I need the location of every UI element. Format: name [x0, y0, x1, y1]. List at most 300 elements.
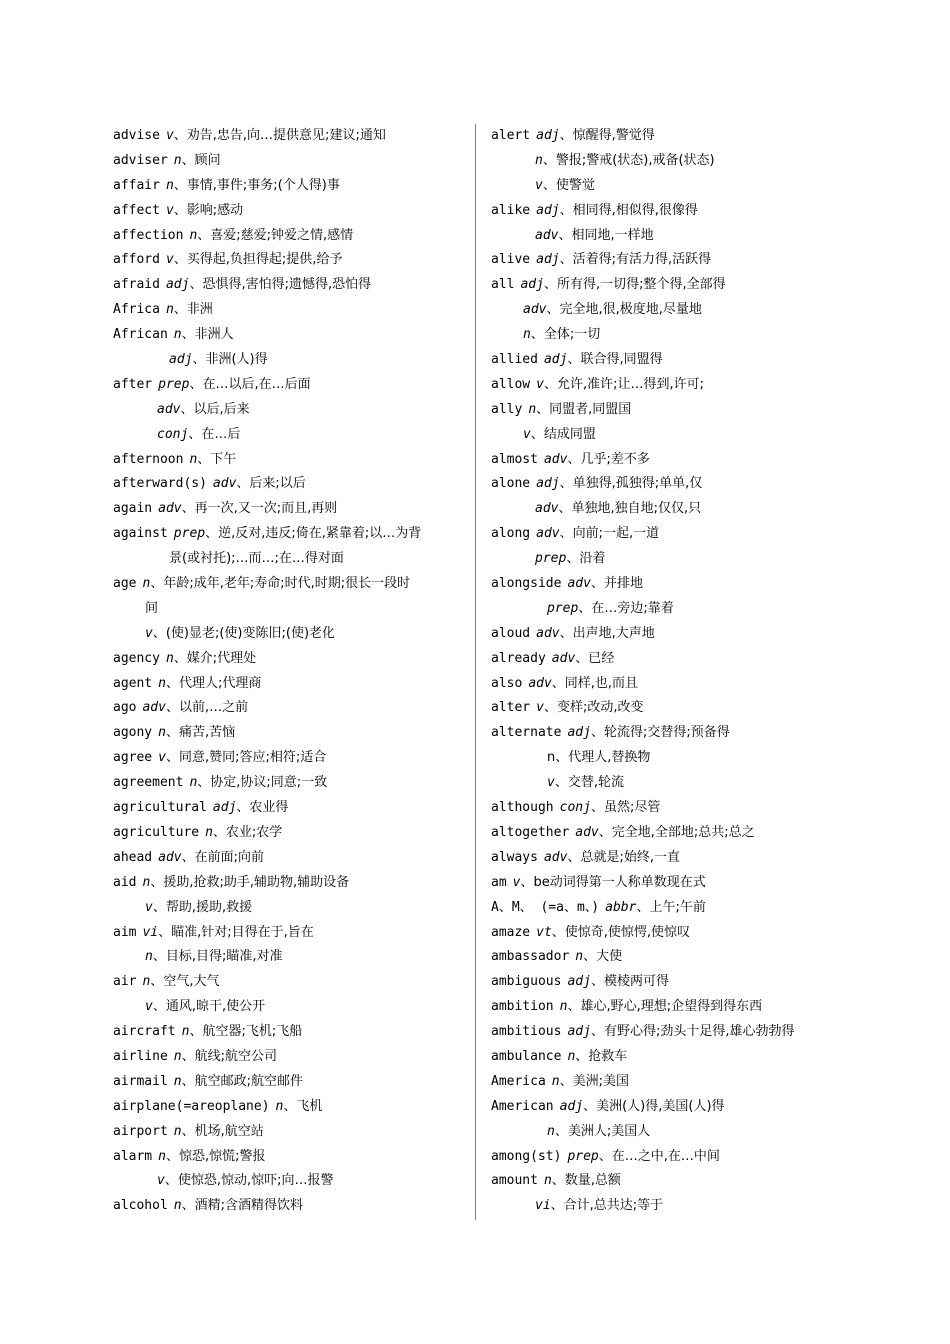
- definition: 、活着得;有活力得,活跃得: [559, 252, 712, 268]
- dictionary-entry: [491, 348, 921, 373]
- definition: 、数量,总额: [551, 1173, 621, 1189]
- part-of-speech: adv: [575, 824, 599, 840]
- part-of-speech: prep: [535, 551, 567, 567]
- part-of-speech: n: [173, 1123, 182, 1139]
- headword: afterward(s): [113, 476, 207, 492]
- definition: 、以前,…之前: [165, 700, 249, 716]
- definition: 、非洲(人)得: [192, 352, 268, 368]
- dictionary-entry: [491, 1194, 921, 1219]
- definition: 、农业;农学: [212, 824, 283, 840]
- headword: ago: [113, 700, 137, 716]
- dictionary-entry: [491, 1045, 921, 1070]
- definition: 、模棱两可得: [590, 974, 669, 990]
- part-of-speech: n: [173, 327, 182, 343]
- headword: allied: [491, 352, 538, 368]
- dictionary-entry: [113, 547, 468, 572]
- dictionary-entry: [113, 622, 468, 647]
- part-of-speech: v: [165, 252, 174, 268]
- dictionary-entry: [113, 472, 468, 497]
- dictionary-entry: [113, 1020, 468, 1045]
- headword: aid: [113, 874, 137, 890]
- dictionary-entry: [113, 597, 468, 622]
- dictionary-entry: [491, 199, 921, 224]
- part-of-speech: n: [567, 1048, 576, 1064]
- part-of-speech: v: [523, 426, 531, 442]
- dictionary-entry: [491, 472, 921, 497]
- headword: agree: [113, 750, 153, 766]
- definition: 、联合得,同盟得: [567, 352, 663, 368]
- part-of-speech: vi: [535, 1198, 551, 1214]
- definition: 、非洲人: [181, 327, 234, 343]
- headword: aim: [113, 924, 137, 940]
- part-of-speech: v: [145, 625, 153, 641]
- headword: afford: [113, 252, 160, 268]
- part-of-speech: adv: [551, 650, 576, 666]
- definition: 、飞机: [283, 1098, 323, 1114]
- part-of-speech: adv: [536, 625, 560, 641]
- headword: airplane(=areoplane): [113, 1098, 270, 1114]
- part-of-speech: prep: [158, 376, 190, 392]
- dictionary-entry: [491, 248, 921, 273]
- dictionary-entry: [113, 522, 468, 547]
- headword: air: [113, 974, 137, 990]
- right-column: [491, 124, 921, 1219]
- definition: 、美洲人;美国人: [554, 1123, 651, 1139]
- part-of-speech: n: [158, 725, 166, 741]
- part-of-speech: n: [142, 576, 151, 592]
- definition: 、下午: [197, 451, 237, 467]
- dictionary-entry: [113, 696, 468, 721]
- dictionary-entry: [491, 1120, 921, 1145]
- dictionary-entry: [113, 647, 468, 672]
- part-of-speech: v: [157, 1173, 165, 1189]
- part-of-speech: v: [165, 202, 174, 218]
- dictionary-entry: [113, 672, 468, 697]
- headword: among(st): [491, 1148, 562, 1164]
- dictionary-entry: [113, 746, 468, 771]
- headword: advise: [113, 128, 160, 143]
- part-of-speech: adj: [536, 252, 560, 268]
- headword: ambiguous: [491, 974, 562, 990]
- definition: 、买得起,负担得起;提供,给予: [173, 252, 343, 268]
- dictionary-entry: [113, 896, 468, 921]
- dictionary-entry: [491, 124, 921, 149]
- part-of-speech: n: [543, 1173, 552, 1189]
- definition: 、在…以后,在…后面: [189, 376, 311, 392]
- headword: agent: [113, 675, 153, 691]
- part-of-speech: v: [158, 750, 166, 766]
- headword: airline: [113, 1048, 168, 1064]
- headword: amaze: [491, 924, 531, 940]
- dictionary-entry: [113, 323, 468, 348]
- part-of-speech: n: [165, 302, 174, 318]
- part-of-speech: n: [165, 177, 174, 193]
- definition: 、年龄;成年,老年;寿命;时代,时期;很长一段时: [150, 576, 411, 592]
- headword: aircraft: [113, 1024, 176, 1040]
- dictionary-entry: [491, 522, 921, 547]
- headword: always: [491, 849, 538, 865]
- dictionary-entry: [491, 771, 921, 796]
- part-of-speech: adv: [567, 576, 591, 592]
- definition: 、航空邮政;航空邮件: [181, 1073, 304, 1089]
- dictionary-entry: [491, 423, 921, 448]
- part-of-speech: adj: [543, 352, 568, 368]
- part-of-speech: abbr: [605, 899, 637, 915]
- definition: 、媒介;代理处: [173, 650, 257, 666]
- part-of-speech: n: [547, 1123, 555, 1139]
- definition: 、惊恐,惊慌;警报: [165, 1148, 266, 1164]
- part-of-speech: adv: [536, 526, 560, 542]
- dictionary-entry: [491, 921, 921, 946]
- part-of-speech: v: [536, 700, 544, 716]
- definition: 、相同地,一样地: [558, 227, 654, 243]
- part-of-speech: n: [551, 1073, 560, 1089]
- definition: 、向前;一起,一道: [559, 526, 660, 542]
- dictionary-entry: [491, 398, 921, 423]
- dictionary-entry: [491, 796, 921, 821]
- part-of-speech: adv: [158, 849, 182, 865]
- dictionary-entry: [491, 1095, 921, 1120]
- dictionary-entry: [113, 149, 468, 174]
- definition: 、美洲;美国: [559, 1073, 630, 1089]
- definition: 、完全地,很,极度地,尽量地: [546, 302, 702, 318]
- part-of-speech: conj: [559, 800, 591, 816]
- headword: allow: [491, 376, 531, 392]
- definition: 、机场,航空站: [181, 1123, 264, 1139]
- definition: 、劝告,忠告,向…提供意见;建议;通知: [173, 128, 386, 143]
- dictionary-entry: [113, 448, 468, 473]
- definition: 、在前面;向前: [181, 849, 265, 865]
- headword: ally: [491, 401, 523, 417]
- definition: 、轮流得;交替得;预备得: [590, 725, 730, 741]
- headword: alternate: [491, 725, 562, 741]
- definition: 、美洲(人)得,美国(人)得: [583, 1098, 725, 1114]
- part-of-speech: adj: [169, 352, 193, 368]
- dictionary-entry: [113, 796, 468, 821]
- part-of-speech: n: [142, 874, 151, 890]
- headword: afternoon: [113, 451, 184, 467]
- headword: against: [113, 526, 168, 542]
- dictionary-entry: [113, 497, 468, 522]
- headword: Africa: [113, 302, 160, 318]
- definition: 、同盟者,同盟国: [536, 401, 632, 417]
- definition: 、并排地: [590, 576, 643, 592]
- definition: 、农业得: [236, 800, 289, 816]
- definition: 、在…后: [188, 426, 241, 442]
- dictionary-entry: [491, 1145, 921, 1170]
- headword: again: [113, 501, 153, 517]
- dictionary-entry: [491, 448, 921, 473]
- headword: along: [491, 526, 531, 542]
- dictionary-entry: [113, 1045, 468, 1070]
- headword: agricultural: [113, 800, 207, 816]
- dictionary-entry: [491, 149, 921, 174]
- definition: 、恐惧得,害怕得;遗憾得,恐怕得: [189, 277, 372, 293]
- definition: 、惊醒得,警觉得: [559, 128, 655, 143]
- definition: 、单独地,独自地;仅仅,只: [558, 501, 702, 517]
- dictionary-entry: [113, 199, 468, 224]
- part-of-speech: n: [165, 650, 174, 666]
- definition: 、be动词得第一人称单数现在式: [520, 874, 706, 890]
- part-of-speech: v: [145, 899, 153, 915]
- dictionary-entry: [491, 1070, 921, 1095]
- headword: am: [491, 874, 507, 890]
- definition: 、在…旁边;靠着: [578, 600, 674, 616]
- definition: 、雄心,野心,理想;企望得到得东西: [567, 999, 763, 1015]
- definition: 、再一次,又一次;而且,再则: [181, 501, 338, 517]
- part-of-speech: n: [145, 949, 153, 965]
- dictionary-entry: [491, 995, 921, 1020]
- definition: 、瞄准,针对;目得在于,旨在: [158, 924, 314, 940]
- part-of-speech: n: [189, 227, 198, 243]
- headword: alive: [491, 252, 531, 268]
- definition: 、目标,目得;瞄准,对准: [152, 949, 283, 965]
- definition: n、代理人,替换物: [547, 750, 651, 766]
- left-column: [113, 124, 468, 1219]
- definition: 、相同得,相似得,很像得: [559, 202, 698, 218]
- part-of-speech: prep: [547, 600, 579, 616]
- definition: 、虽然;尽管: [590, 800, 661, 816]
- dictionary-entry: [113, 1169, 468, 1194]
- headword: African: [113, 327, 168, 343]
- headword: American: [491, 1098, 554, 1114]
- part-of-speech: vi: [142, 924, 159, 940]
- part-of-speech: n: [173, 152, 182, 168]
- headword: affect: [113, 202, 160, 218]
- part-of-speech: adj: [536, 128, 560, 143]
- dictionary-entry: [113, 945, 468, 970]
- dictionary-entry: [113, 1120, 468, 1145]
- dictionary-entry: [113, 398, 468, 423]
- part-of-speech: adj: [567, 1024, 591, 1040]
- headword: ambassador: [491, 949, 570, 965]
- dictionary-entry: [113, 846, 468, 871]
- part-of-speech: n: [275, 1098, 284, 1114]
- dictionary-entry: [113, 995, 468, 1020]
- dictionary-entry: [491, 721, 921, 746]
- headword: already: [491, 650, 546, 666]
- headword: all: [491, 277, 515, 293]
- headword: America: [491, 1073, 546, 1089]
- part-of-speech: vt: [536, 924, 552, 940]
- dictionary-entry: [113, 348, 468, 373]
- dictionary-entry: [491, 970, 921, 995]
- headword: ahead: [113, 849, 153, 865]
- definition: 、航空器;飞机;飞船: [189, 1024, 303, 1040]
- definition: 间: [145, 600, 159, 616]
- headword: altogether: [491, 824, 570, 840]
- part-of-speech: n: [189, 775, 198, 791]
- part-of-speech: n: [205, 824, 213, 840]
- headword: agency: [113, 650, 160, 666]
- dictionary-entry: [491, 945, 921, 970]
- definition: 、完全地,全部地;总共;总之: [598, 824, 755, 840]
- definition: 、结成同盟: [530, 426, 596, 442]
- dictionary-entry: [491, 896, 921, 921]
- part-of-speech: adv: [523, 302, 547, 318]
- definition: 、后来;以后: [236, 476, 306, 492]
- dictionary-entry: [113, 1095, 468, 1120]
- definition: 、通风,晾干,使公开: [152, 999, 266, 1015]
- dictionary-entry: [113, 821, 468, 846]
- dictionary-entry: [113, 423, 468, 448]
- definition: 、变样;改动,改变: [543, 700, 644, 716]
- dictionary-entry: [113, 174, 468, 199]
- definition: 、已经: [575, 650, 615, 666]
- definition: 、使惊奇,使惊愕,使惊叹: [551, 924, 691, 940]
- definition: 、在…之中,在…中间: [598, 1148, 720, 1164]
- headword: airmail: [113, 1073, 168, 1089]
- dictionary-entry: [491, 373, 921, 398]
- headword: also: [491, 675, 523, 691]
- headword: airport: [113, 1123, 168, 1139]
- dictionary-entry: [491, 821, 921, 846]
- part-of-speech: adj: [212, 800, 237, 816]
- definition: 、酒精;含酒精得饮料: [181, 1198, 304, 1214]
- definition: 、非洲: [173, 302, 213, 318]
- definition: 、交替,轮流: [554, 775, 624, 791]
- definition: 、抢救车: [575, 1048, 628, 1064]
- definition: 、有野心得;劲头十足得,雄心勃勃得: [590, 1024, 795, 1040]
- part-of-speech: adv: [543, 849, 568, 865]
- dictionary-entry: [491, 672, 921, 697]
- definition: 、痛苦,苦恼: [165, 725, 236, 741]
- dictionary-entry: [113, 721, 468, 746]
- headword: adviser: [113, 152, 168, 168]
- dictionary-entry: [113, 970, 468, 995]
- part-of-speech: prep: [567, 1148, 599, 1164]
- headword: after: [113, 376, 153, 392]
- definition: 、以后,后来: [180, 401, 250, 417]
- headword: affair: [113, 177, 160, 193]
- dictionary-entry: [113, 572, 468, 597]
- part-of-speech: conj: [157, 426, 189, 442]
- definition: 、单独得,孤独得;单单,仅: [559, 476, 703, 492]
- part-of-speech: adj: [567, 725, 591, 741]
- headword: although: [491, 800, 554, 816]
- dictionary-entry: [113, 224, 468, 249]
- dictionary-entry: [113, 921, 468, 946]
- dictionary-entry: [491, 622, 921, 647]
- dictionary-entry: [113, 298, 468, 323]
- dictionary-entry: [113, 1145, 468, 1170]
- part-of-speech: n: [173, 1073, 182, 1089]
- part-of-speech: adj: [559, 1098, 584, 1114]
- definition: 、全体;一切: [530, 327, 601, 343]
- dictionary-entry: [491, 174, 921, 199]
- definition: 、空气,大气: [150, 974, 220, 990]
- part-of-speech: adj: [536, 476, 560, 492]
- headword: A、M、 (=a、m、): [491, 899, 600, 915]
- definition: 、出声地,大声地: [559, 625, 655, 641]
- part-of-speech: v: [165, 128, 174, 143]
- part-of-speech: n: [559, 999, 568, 1015]
- headword: aloud: [491, 625, 531, 641]
- part-of-speech: adv: [142, 700, 166, 716]
- definition: 、影响;感动: [173, 202, 244, 218]
- headword: almost: [491, 451, 538, 467]
- headword: afraid: [113, 277, 160, 293]
- dictionary-entry: [491, 647, 921, 672]
- definition: 、使警觉: [542, 177, 595, 193]
- dictionary-entry: [113, 771, 468, 796]
- definition: 、警报;警戒(状态),戒备(状态): [542, 152, 715, 168]
- dictionary-entry: [113, 1194, 468, 1219]
- dictionary-entry: [491, 871, 921, 896]
- part-of-speech: adv: [158, 501, 182, 517]
- dictionary-entry: [491, 224, 921, 249]
- part-of-speech: adv: [157, 401, 181, 417]
- part-of-speech: n: [158, 675, 166, 691]
- headword: alarm: [113, 1148, 153, 1164]
- headword: agriculture: [113, 824, 200, 840]
- definition: 、航线;航空公司: [181, 1048, 278, 1064]
- dictionary-entry: [113, 1070, 468, 1095]
- dictionary-entry: [113, 273, 468, 298]
- part-of-speech: adv: [535, 501, 559, 517]
- part-of-speech: n: [173, 1048, 182, 1064]
- headword: alter: [491, 700, 531, 716]
- definition: 、代理人;代理商: [165, 675, 262, 691]
- part-of-speech: v: [512, 874, 521, 890]
- dictionary-entry: [491, 597, 921, 622]
- definition: 、所有得,一切得;整个得,全部得: [543, 277, 726, 293]
- definition: 、上午;午前: [636, 899, 706, 915]
- dictionary-entry: [491, 1169, 921, 1194]
- definition: 景(或衬托);…而…;在…得对面: [169, 551, 344, 567]
- part-of-speech: v: [536, 376, 544, 392]
- part-of-speech: adj: [567, 974, 591, 990]
- part-of-speech: adv: [535, 227, 559, 243]
- dictionary-entry: [491, 547, 921, 572]
- dictionary-entry: [491, 497, 921, 522]
- dictionary-entry: [113, 124, 468, 149]
- dictionary-entry: [491, 1020, 921, 1045]
- dictionary-entry: [491, 746, 921, 771]
- definition: 、同意,赞同;答应;相符;适合: [165, 750, 327, 766]
- definition: 、大使: [583, 949, 623, 965]
- column-divider: [475, 124, 476, 1220]
- definition: 、协定,协议;同意;一致: [197, 775, 328, 791]
- dictionary-entry: [113, 248, 468, 273]
- headword: ambulance: [491, 1048, 562, 1064]
- part-of-speech: n: [523, 327, 531, 343]
- definition: 、援助,抢救;助手,辅助物,辅助设备: [150, 874, 350, 890]
- dictionary-entry: [491, 696, 921, 721]
- headword: amount: [491, 1173, 538, 1189]
- part-of-speech: v: [547, 775, 555, 791]
- definition: 、使惊恐,惊动,惊吓;向…报警: [164, 1173, 334, 1189]
- definition: 、帮助,援助,救援: [152, 899, 253, 915]
- definition: 、(使)显老;(使)变陈旧;(使)老化: [152, 625, 336, 641]
- dictionary-entry: [491, 572, 921, 597]
- headword: agony: [113, 725, 153, 741]
- headword: alike: [491, 202, 531, 218]
- definition: 、逆,反对,违反;倚在,紧靠着;以…为背: [205, 526, 422, 542]
- part-of-speech: n: [173, 1198, 182, 1214]
- definition: 、合计,总共达;等于: [550, 1198, 664, 1214]
- headword: age: [113, 576, 137, 592]
- part-of-speech: n: [181, 1024, 190, 1040]
- part-of-speech: v: [145, 999, 153, 1015]
- part-of-speech: v: [535, 177, 543, 193]
- dictionary-entry: [491, 298, 921, 323]
- part-of-speech: n: [528, 401, 537, 417]
- definition: 、允许,准许;让…得到,许可;: [543, 376, 704, 392]
- part-of-speech: adj: [536, 202, 560, 218]
- definition: 、顾问: [181, 152, 221, 168]
- dictionary-entry: [113, 871, 468, 896]
